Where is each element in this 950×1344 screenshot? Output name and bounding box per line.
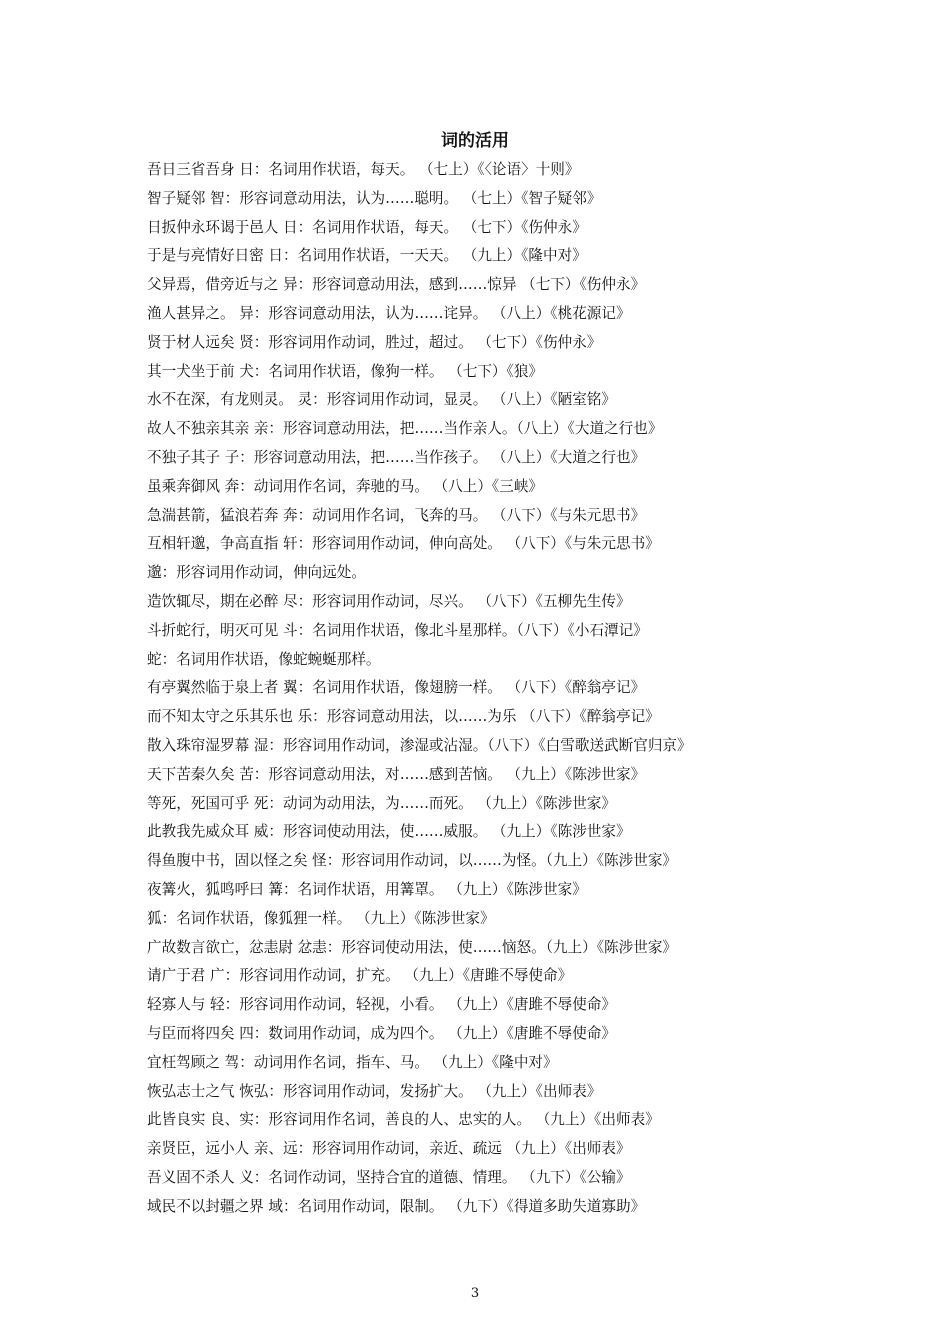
page-title: 词的活用 xyxy=(441,131,509,151)
text-line: 虽乘奔御风 奔：动词用作名词，奔驰的马。 （八上）《三峡》 xyxy=(147,477,544,495)
text-line: 亲贤臣，远小人 亲、远：形容词用作动词，亲近、疏远 （九上）《出师表》 xyxy=(147,1140,631,1158)
text-line: 有亭翼然临于泉上者 翼：名词用作状语，像翅膀一样。 （八下）《醉翁亭记》 xyxy=(147,679,646,697)
text-line: 贤于材人远矣 贤：形容词用作动词，胜过，超过。 （七下）《伤仲永》 xyxy=(147,333,602,351)
text-line: 请广于君 广：形容词用作动词，扩充。 （九上）《唐雎不辱使命》 xyxy=(147,967,573,985)
text-line: 日扳仲永环谒于邑人 日：名词用作状语，每天。 （七下）《伤仲永》 xyxy=(147,218,587,236)
text-line: 急湍甚箭，猛浪若奔 奔：动词用作名词，飞奔的马。 （八下）《与朱元思书》 xyxy=(147,506,646,524)
text-line: 水不在深，有龙则灵。 灵：形容词用作动词，显灵。 （八上）《陋室铭》 xyxy=(147,391,616,409)
text-line: 智子疑邻 智：形容词意动用法，认为……聪明。 （七上）《智子疑邻》 xyxy=(147,189,602,207)
text-line: 互相轩邈，争高直指 轩：形容词用作动词，伸向高处。 （八下）《与朱元思书》 xyxy=(147,535,660,553)
text-line: 吾日三省吾身 日：名词用作状语，每天。 （七上）《〈论语〉十则》 xyxy=(147,161,580,178)
text-line: 广故数言欲亡，忿恚尉 忿恚：形容词使动用法，使……恼怒。（九上）《陈涉世家》 xyxy=(147,938,678,956)
text-line: 天下苦秦久矣 苦：形容词意动用法，对……感到苦恼。 （九上）《陈涉世家》 xyxy=(147,765,646,783)
entry-list xyxy=(147,156,927,1221)
text-line: 斗折蛇行，明灭可见 斗：名词用作状语，像北斗星那样。（八下）《小石潭记》 xyxy=(147,621,648,639)
text-line: 渔人甚异之。 异：形容词意动用法，认为……诧异。 （八上）《桃花源记》 xyxy=(147,304,631,322)
text-line: 轻寡人与 轻：形容词用作动词，轻视，小看。 （九上）《唐雎不辱使命》 xyxy=(147,996,616,1014)
text-line: 造饮辄尽，期在必醉 尽：形容词用作动词，尽兴。 （八下）《五柳先生传》 xyxy=(147,592,631,610)
text-line: 而不知太守之乐其乐也 乐：形容词意动用法，以……为乐 （八下）《醉翁亭记》 xyxy=(147,708,660,726)
text-line: 故人不独亲其亲 亲：形容词意动用法，把……当作亲人。（八上）《大道之行也》 xyxy=(147,420,663,438)
text-line: 狐：名词作状语，像狐狸一样。 （九上）《陈涉世家》 xyxy=(147,909,495,927)
text-line: 恢弘志士之气 恢弘：形容词用作动词，发扬扩大。 （九上）《出师表》 xyxy=(147,1082,602,1100)
text-line: 吾义固不杀人 义：名词作动词，坚持合宜的道德、情理。 （九下）《公输》 xyxy=(147,1168,631,1186)
text-line: 邈：形容词用作动词，伸向远处。 xyxy=(147,564,366,582)
text-line: 不独子其子 子：形容词意动用法，把……当作孩子。 （八上）《大道之行也》 xyxy=(147,448,646,466)
text-line: 蛇：名词用作状语，像蛇蜿蜒那样。 xyxy=(147,650,381,668)
text-line: 于是与亮情好日密 日：名词用作状语，一天天。 （九上）《隆中对》 xyxy=(147,247,587,265)
text-line: 得鱼腹中书，固以怪之矣 怪：形容词用作动词，以……为怪。（九上）《陈涉世家》 xyxy=(147,852,678,870)
text-line: 域民不以封疆之界 域：名词用作动词，限制。 （九下）《得道多助失道寡助》 xyxy=(147,1197,646,1215)
text-line: 等死，死国可乎 死：动词为动用法，为……而死。 （九上）《陈涉世家》 xyxy=(147,794,616,812)
text-line: 夜篝火，狐鸣呼曰 篝：名词作状语，用篝罩。 （九上）《陈涉世家》 xyxy=(147,880,587,898)
text-line: 其一犬坐于前 犬：名词用作状语，像狗一样。 （七下）《狼》 xyxy=(147,362,544,380)
text-line: 此教我先威众耳 威：形容词使动用法，使……威服。 （九上）《陈涉世家》 xyxy=(147,823,631,841)
text-line: 散入珠帘湿罗幕 湿：形容词用作动词，渗湿或沾湿。（八下）《白雪歌送武断官归京》 xyxy=(147,736,692,754)
text-line: 宜枉驾顾之 驾：动词用作名词，指车、马。 （九上）《隆中对》 xyxy=(147,1053,558,1071)
page-number: 3 xyxy=(470,1286,480,1301)
text-line: 此皆良实 良、实：形容词用作名词，善良的人、忠实的人。 （九上）《出师表》 xyxy=(147,1111,660,1129)
text-line: 与臣而将四矣 四：数词用作动词，成为四个。 （九上）《唐雎不辱使命》 xyxy=(147,1024,616,1042)
text-line: 父异焉，借旁近与之 异：形容词意动用法，感到……惊异 （七下）《伤仲永》 xyxy=(147,276,646,294)
